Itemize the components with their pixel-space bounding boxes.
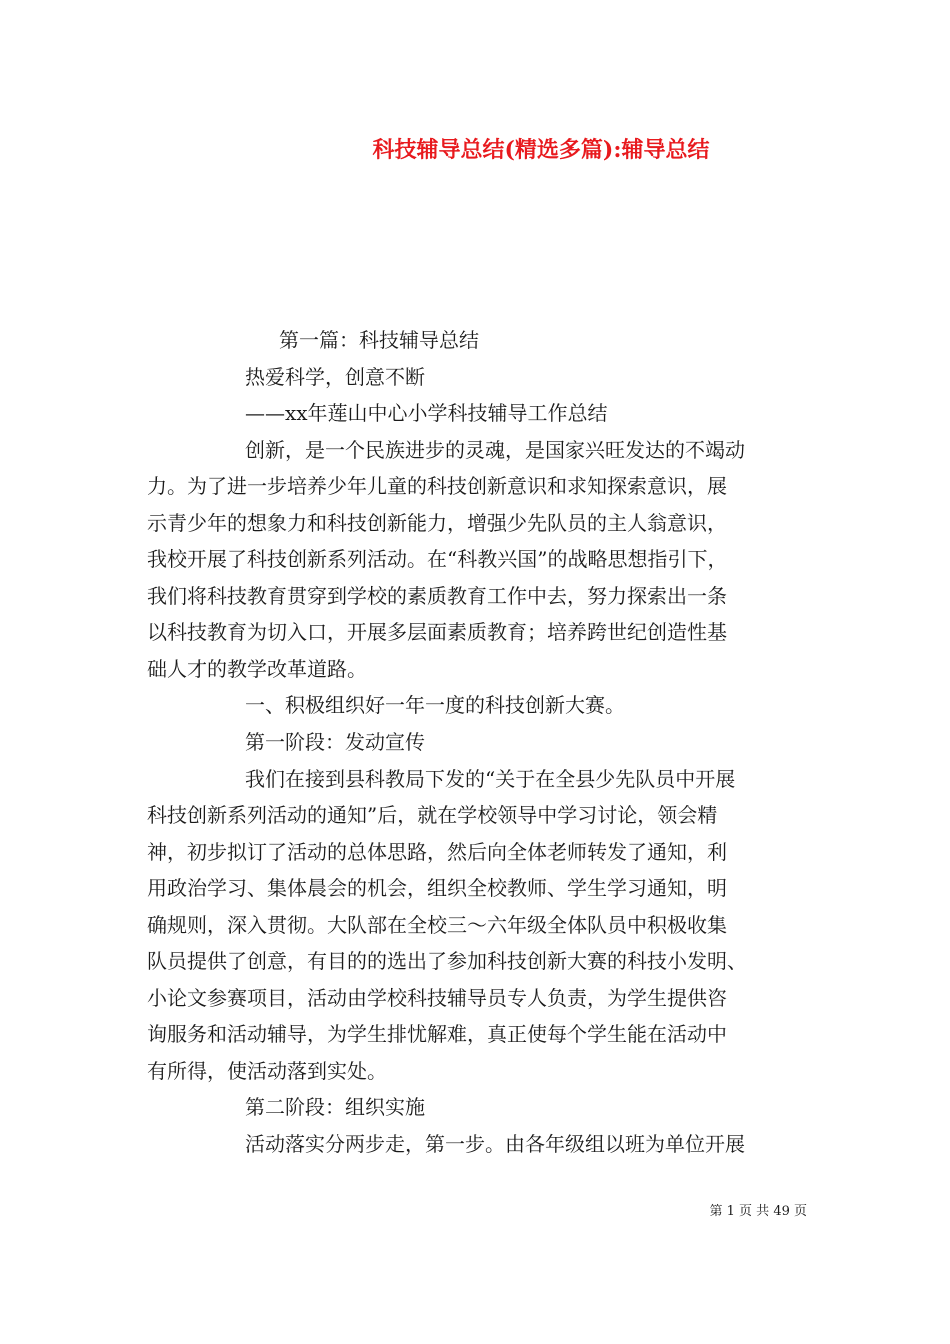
document-title: 科技辅导总结(精选多篇):辅导总结 — [372, 137, 710, 163]
text-line: 有所得，使活动落到实处。 — [147, 1058, 387, 1083]
text-line: ——xx年莲山中心小学科技辅导工作总结 — [245, 401, 608, 426]
text-line: 热爱科学，创意不断 — [245, 364, 425, 389]
page-number: 第 1 页 共 49 页 — [709, 1204, 807, 1219]
text-line: 第一阶段：发动宣传 — [245, 730, 425, 755]
text-line: 确规则，深入贯彻。大队部在全校三～六年级全体队员中积极收集 — [147, 912, 727, 937]
text-line: 我们将科技教育贯穿到学校的素质教育工作中去，努力探索出一条 — [147, 583, 727, 608]
text-line: 以科技教育为切入口，开展多层面素质教育；培养跨世纪创造性基 — [147, 620, 727, 645]
text-line: 小论文参赛项目，活动由学校科技辅导员专人负责，为学生提供咨 — [147, 985, 727, 1010]
text-line: 神，初步拟订了活动的总体思路，然后向全体老师转发了通知，利 — [147, 839, 727, 864]
document-body — [147, 322, 807, 1163]
text-line: 第二阶段：组织实施 — [245, 1095, 425, 1120]
text-line: 我校开展了科技创新系列活动。在“科教兴国”的战略思想指引下， — [147, 547, 728, 572]
text-line: 础人才的教学改革道路。 — [147, 656, 367, 681]
text-line: 询服务和活动辅导，为学生排忧解难，真正使每个学生能在活动中 — [147, 1022, 727, 1047]
text-line: 活动落实分两步走，第一步。由各年级组以班为单位开展 — [245, 1132, 745, 1157]
text-line: 示青少年的想象力和科技创新能力，增强少先队员的主人翁意识， — [147, 510, 727, 535]
text-line: 科技创新系列活动的通知”后，就在学校领导中学习讨论，领会精 — [147, 803, 718, 828]
text-line: 用政治学习、集体晨会的机会，组织全校教师、学生学习通知，明 — [147, 876, 727, 901]
text-line: 力。为了进一步培养少年儿童的科技创新意识和求知探索意识，展 — [147, 474, 727, 499]
text-line: 创新，是一个民族进步的灵魂，是国家兴旺发达的不竭动 — [245, 437, 745, 462]
text-line: 第一篇：科技辅导总结 — [279, 328, 479, 352]
text-line: 一、积极组织好一年一度的科技创新大赛。 — [245, 693, 625, 718]
text-line: 我们在接到县科教局下发的“关于在全县少先队员中开展 — [245, 766, 736, 791]
text-line: 队员提供了创意，有目的的选出了参加科技创新大赛的科技小发明、 — [147, 949, 747, 974]
